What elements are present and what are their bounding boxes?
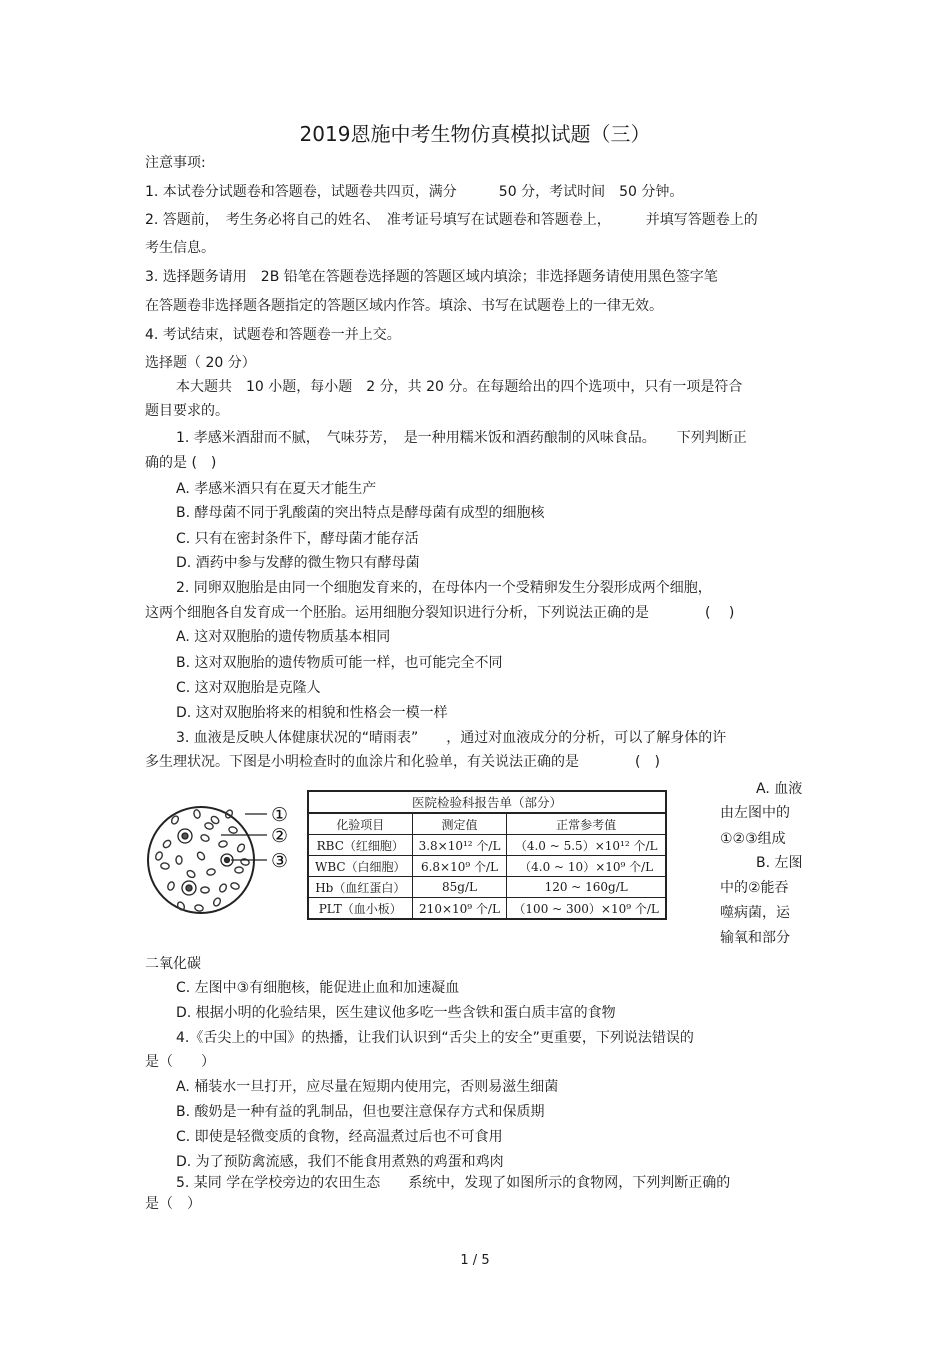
table-cell: RBC（红细胞） bbox=[308, 835, 412, 856]
table-cell: Hb（血红蛋白） bbox=[308, 877, 412, 898]
text-line: A. 血液 bbox=[756, 781, 803, 797]
table-cell: （4.0 ~ 5.5）×10¹² 个/L bbox=[507, 835, 666, 856]
page-title: 2019恩施中考生物仿真模拟试题（三） bbox=[299, 122, 651, 146]
table-cell: 3.8×10¹² 个/L bbox=[412, 835, 507, 856]
text-line: 是（ ） bbox=[145, 1054, 215, 1070]
text-line: 4. 考试结束，试题卷和答题卷一并上交。 bbox=[145, 327, 401, 343]
table-cell: 85g/L bbox=[412, 877, 507, 898]
text-line: D. 为了预防禽流感，我们不能食用煮熟的鸡蛋和鸡肉 bbox=[176, 1154, 504, 1170]
table-header: 正常参考值 bbox=[507, 813, 666, 835]
text-line: D. 根据小明的化验结果，医生建议他多吃一些含铁和蛋白质丰富的食物 bbox=[176, 1005, 616, 1021]
page-number: 1 / 5 bbox=[460, 1253, 490, 1268]
table-cell: WBC（白细胞） bbox=[308, 856, 412, 877]
text-line: 中的②能吞 bbox=[720, 880, 789, 896]
text-line: 5. 某同 学在学校旁边的农田生态 系统中，发现了如图所示的食物网，下列判断正确的 bbox=[176, 1175, 731, 1191]
table-row bbox=[308, 856, 666, 877]
text-line: B. 左图 bbox=[756, 855, 803, 871]
text-line: C. 只有在密封条件下，酵母菌才能存活 bbox=[176, 531, 419, 547]
text-line: 3. 选择题务请用 2B 铅笔在答题卷选择题的答题区域内填涂；非选择题务请使用黑色签字笔 bbox=[145, 269, 718, 285]
text-line: 1. 孝感米酒甜而不腻， 气味芬芳， 是一种用糯米饭和酒药酿制的风味食品。 下列判断正 bbox=[176, 430, 747, 446]
text-line: A. 这对双胞胎的遗传物质基本相同 bbox=[176, 629, 391, 645]
text-line: B. 酸奶是一种有益的乳制品，但也要注意保存方式和保质期 bbox=[176, 1104, 545, 1120]
text-line: 2. 同卵双胞胎是由同一个细胞发育来的，在母体内一个受精卵发生分裂形成两个细胞， bbox=[176, 580, 712, 596]
table-cell: （4.0 ~ 10）×10⁹ 个/L bbox=[507, 856, 666, 877]
table-header: 化验项目 bbox=[308, 813, 412, 835]
text-line: 4.《舌尖上的中国》的热播，让我们认识到“舌尖上的安全”更重要，下列说法错误的 bbox=[176, 1030, 694, 1046]
marker-2: ② bbox=[271, 825, 289, 847]
table-header: 测定值 bbox=[412, 813, 507, 835]
text-line: 2. 答题前， 考生务必将自己的姓名、 准考证号填写在试题卷和答题卷上， 并填写答题卷上的 bbox=[145, 212, 758, 228]
text-line: 确的是 ( ) bbox=[145, 455, 217, 471]
text-line: 噬病菌，运 bbox=[720, 905, 790, 921]
table-cell: 120 ~ 160g/L bbox=[507, 877, 666, 898]
text-line: D. 这对双胞胎将来的相貌和性格会一模一样 bbox=[176, 705, 448, 721]
text-line: 3. 血液是反映人体健康状况的“晴雨表” ，通过对血液成分的分析，可以了解身体的许 bbox=[176, 730, 727, 746]
table-row bbox=[308, 835, 666, 856]
text-line: 注意事项: bbox=[145, 155, 206, 171]
text-line: C. 左图中③有细胞核，能促进止血和加速凝血 bbox=[176, 980, 460, 996]
table-cell: 6.8×10⁹ 个/L bbox=[412, 856, 507, 877]
text-line: 选择题（ 20 分） bbox=[145, 355, 256, 371]
text-line: D. 酒药中参与发酵的微生物只有酵母菌 bbox=[176, 555, 420, 571]
text-line: 本大题共 10 小题，每小题 2 分，共 20 分。在每题给出的四个选项中，只有一项是符合 bbox=[176, 379, 743, 395]
text-line: 是（ ） bbox=[145, 1196, 201, 1212]
table-cell: 210×10⁹ 个/L bbox=[412, 898, 507, 920]
marker-1: ① bbox=[271, 804, 289, 826]
table-row bbox=[308, 877, 666, 898]
text-line: 二氧化碳 bbox=[145, 956, 201, 972]
table-cell: PLT（血小板） bbox=[308, 898, 412, 920]
text-line: 考生信息。 bbox=[145, 240, 215, 256]
text-line: 多生理状况。下图是小明检查时的血涂片和化验单，有关说法正确的是 ( ) bbox=[145, 754, 660, 770]
text-line: 输氧和部分 bbox=[720, 930, 790, 946]
text-line: A. 孝感米酒只有在夏天才能生产 bbox=[176, 481, 377, 497]
text-line: 题目要求的。 bbox=[145, 403, 229, 419]
table-cell: （100 ~ 300）×10⁹ 个/L bbox=[507, 898, 666, 920]
text-line: B. 这对双胞胎的遗传物质可能一样，也可能完全不同 bbox=[176, 655, 503, 671]
text-line: ①②③组成 bbox=[720, 831, 786, 847]
text-line: C. 这对双胞胎是克隆人 bbox=[176, 680, 321, 696]
text-line: 这两个细胞各自发育成一个胚胎。运用细胞分裂知识进行分析，下列说法正确的是 ( ) bbox=[145, 605, 735, 621]
text-line: A. 桶装水一旦打开，应尽量在短期内使用完，否则易滋生细菌 bbox=[176, 1079, 559, 1095]
text-line: C. 即使是轻微变质的食物，经高温煮过后也不可食用 bbox=[176, 1129, 503, 1145]
text-line: B. 酵母菌不同于乳酸菌的突出特点是酵母菌有成型的细胞核 bbox=[176, 505, 545, 521]
text-line: 在答题卷非选择题各题指定的答题区域内作答。填涂、书写在试题卷上的一律无效。 bbox=[145, 298, 663, 314]
lab-report-caption: 医院检验科报告单（部分） bbox=[308, 791, 666, 813]
lab-report-table bbox=[307, 790, 667, 920]
blood-test-figure bbox=[145, 790, 705, 925]
text-line: 1. 本试卷分试题卷和答题卷，试题卷共四页，满分 50 分，考试时间 50 分钟。 bbox=[145, 184, 684, 200]
blood-smear-diagram bbox=[145, 790, 295, 925]
marker-3: ③ bbox=[271, 850, 289, 872]
text-line: 由左图中的 bbox=[720, 805, 790, 821]
table-row bbox=[308, 898, 666, 920]
